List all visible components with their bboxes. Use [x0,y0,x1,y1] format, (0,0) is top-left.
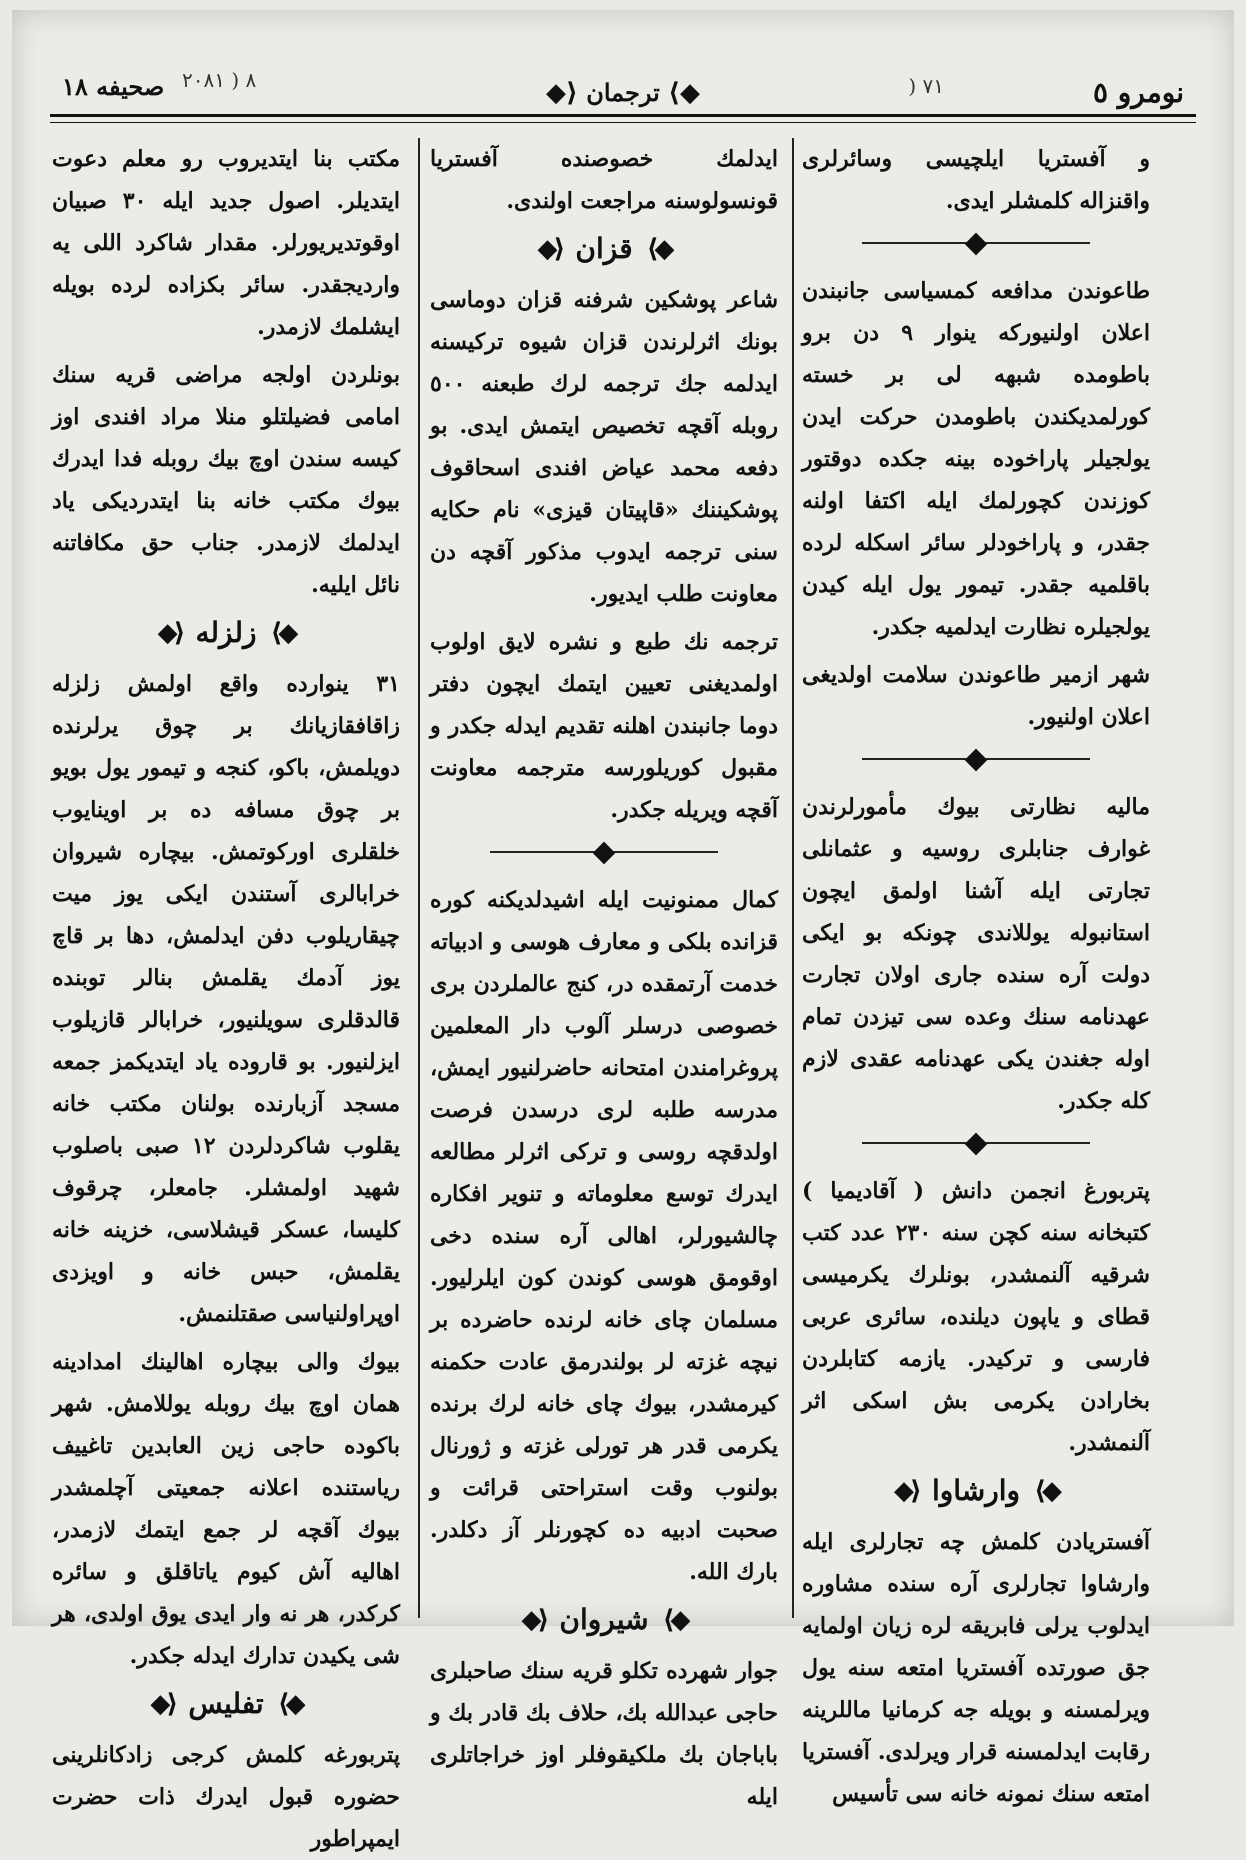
article-paragraph: آفستريادن كلمش چه تجارلرى ايله وارشاوا تجارلرى آره سنده مشاوره ايدلوب يرلى فابريقه لره زيان اولمايه جق صورتده آفستريا امتعه سنه يول ويرلمسنه و بويله جه كرمانيا ماللرينه رقابت ايدلمسنه قرار ويرلدى. آفستريا امتعه سنك نمونه خانه سى تأسيس [802,1529,1150,1807]
section-heading-text: شيروان [559,1603,649,1636]
column-divider [418,138,420,1618]
article-paragraph: و آفستريا ايلچيسى وسائرلرى واقنزاله كلمشلر ايدى. [802,146,1150,214]
heading-ornament-icon: ⟨◆ [537,233,562,264]
diamond-ornament-icon [593,842,616,865]
newspaper-page [12,10,1234,1852]
article-paragraph: كمال ممنونيت ايله اشيدلديكنه كوره قزانده بلكى و معارف هوسى و ادبياته خدمت آرتمقده در، كنج عالملردن برى خصوصى درسلر آلوب دار المعلمين پروغرامندن امتحانه حاضرلنيور ايمش، مدرسه طلبه لرى درسدن فرصت اولدقچه روسى و تركى اثرلر مطالعه ايدرك توسع معلوماته و تنوير افكاره چالشيورلر، اهالى آره سنده دخى اوقومق هوسى كوندن كون ايلرليور. مسلمان چاى خانه لرنده حاضرده بر نيچه غزته لر بولندرمق عادت حكمنه كيرمشدر، بيوك چاى خانه لرك برنده يكرمى قدر هر تورلى غزته و ژورنال بولنوب وقت استراحتى قرائت و صحبت ادبيه ده كچورنلر آز دكلدر. بارك الله. [430,887,778,1585]
article-paragraph: ٣١ ينوارده واقع اولمش زلزله زاقافقازيانك بر چوق يرلرنده دويلمش، باكو، كنجه و تيمور يول بويو بر چوق مسافه ده بر اوينايوب خلقلرى اوركوتمش. بيچاره شيروان خرابالرى آستندن ايكى يوز ميت چيقاريلوب دفن ايدلمش، دها بر قاچ يوز آدمك يقلمش بنالر توبنده قالدقلرى سويلنيور، خرابالر قازيلوب ايزلنيور. بو قاروده ياد ايتديكمز جمعه مسجد آزبارنده بولنان مكتب خانه يقلوب شاكردلردن ١٢ صبى باصلوب شهيد اولمشلر. جامعلر، چرقوف كليسا، عسكر قيشلاسى، خزينه خانه يقلمش، حبس خانه و اويزدى اوپراولنياسى صقتلنمش. [52,671,400,1327]
issue-number: نومرو ٥ [1092,76,1184,109]
header-rule-thin [50,122,1196,123]
article-paragraph: شاعر پوشكين شرفنه قزان دوماسى بونك اثرلرندن قزان شيوه تركيسنه ايدلمه جك ترجمه لرك طبعنه ٥٠٠ روبله آقچه تخصيص ايتمش ايدى. بو دفعه محمد عياض افندى اسحاقوف پوشكيننك «قاپيتان قيزى» نام حكايه سنى ترجمه ايدوب مذكور آقچه دن معاونت طلب ايديور. [430,287,778,607]
section-separator [802,1130,1150,1154]
heading-ornament-icon: ◆⟩ [662,1604,687,1635]
header-date-right: ٧١ ( [908,74,944,98]
column-middle [430,138,778,1810]
title-text: ترجمان [586,78,660,107]
article-paragraph: طاعوندن مدافعه كمسياسى جانبندن اعلان اولنيوركه ينوار ٩ دن برو باطومده شبهه لى بر خسته كورلمديكندن باطومدن حركت ايدن يولجيلر پاراخوده بينه جكده دوقتور كوزندن كچورلمك ايله اكتفا اولنه جقدر، و پاراخودلر سائر اسكله لرده باقلميه جقدر. تيمور يول ايله كيدن يولجيلره نظارت ايدلميه جكدر. [802,278,1150,640]
heading-ornament-icon: ⟨◆ [894,1475,918,1506]
section-heading-text: زلزله [195,616,257,649]
header-rule [50,114,1196,117]
section-heading [802,1474,1150,1507]
diamond-ornament-icon [965,749,988,772]
section-separator [430,839,778,863]
article-paragraph: بونلردن اولجه مراضى قريه سنك امامى فضيلتلو منلا مراد افندى اوز كيسه سندن اوچ بيك روبله فدا ايدرك بيوك مكتب خانه بنا ايتدرديكى ياد ايدلمك لازمدر. جناب حق مكافاتنه نائل ايليه. [52,362,400,598]
section-heading-text: وارشاوا [931,1474,1021,1507]
column-left [52,138,400,1852]
heading-ornament-icon: ◆⟩ [1034,1475,1058,1506]
article-paragraph: شهر ازمير طاعوندن سلامت اولديغى اعلان اولنيور. [802,662,1150,730]
article-paragraph: بيوك والى بيچاره اهالينك امدادينه همان اوچ بيك روبله يوللامش. شهر باكوده حاجى زين العابدين تاغييف رياستنده اعلانه جمعيتى آچلمشدر بيوك آقچه لر جمع ايتمك لازمدر، اهاليه آش كيوم ياتاقلق و سائره كركدر، هر نه وار ايدى يوق اولدى، هر شى يكيدن تدارك ايدله جكدر. [52,1349,400,1669]
section-separator [802,230,1150,254]
column-right [802,138,1150,1807]
heading-ornament-icon: ⟨◆ [150,1688,175,1719]
page-number: صحيفه ١٨ [62,72,165,101]
article-paragraph: پتربورغ انجمن دانش ( آقاديميا ) كتبخانه سنه كچن سنه ٢٣٠ عدد كتب شرقيه آلنمشدر، بونلرك يكرميسى قطاى و ياپون ديلنده، سائرى عربى فارسى و تركيدر. يازمه كتابلردن بخارادن يكرمى بش اسكى اثر آلنمشدر. [802,1178,1150,1456]
heading-ornament-icon: ◆⟩ [270,617,295,648]
diamond-ornament-icon [965,233,988,256]
article-paragraph: پتربورغه كلمش كرجى زادكانلرينى حضوره قبول ايدرك ذات حضرت ايمپراطور [52,1742,400,1852]
heading-ornament-icon: ⟨◆ [521,1604,546,1635]
page-header [42,58,1204,118]
section-heading [52,1687,400,1720]
diamond-ornament-icon [965,1133,988,1156]
article-paragraph: مكتب بنا ايتديروب رو معلم دعوت ايتديلر. اصول جديد ايله ٣٠ صبيان اوقوتديريورلر. مقدار شاكرد اللى يه وارديجقدر. سائر بكزاده لرده بويله ايشلمك لازمدر. [52,146,400,340]
article-paragraph: ماليه نظارتى بيوك مأمورلرندن غوارف جنابلرى روسيه و عثمانلى تجارتى ايله آشنا اولمق ايچون استانبوله يوللاندى چونكه بو ايكى دولت آره سنده جارى اولان تجارت عهدنامه سنك وعده سى تيزدن تمام اوله جغندن يكى عهدنامه عقدى لازم كله جكدر. [802,794,1150,1114]
column-divider [792,138,794,1618]
heading-ornament-icon: ⟨◆ [157,617,182,648]
article-paragraph: ايدلمك خصوصنده آفستريا قونسولوسنه مراجعت اولندى. [430,146,778,214]
section-heading [430,1603,778,1636]
header-date-left: ٨ ( ٢٠٨١ [182,68,257,92]
article-paragraph: ترجمه نك طبع و نشره لايق اولوب اولمديغنى تعيين ايتمك ايچون دفتر دوما جانبندن اهلنه تقديم ايدله جكدر و مقبول كوريلورسه مترجمه معاونت آقچه ويريله جكدر. [430,629,778,823]
heading-ornament-icon: ◆⟩ [277,1688,302,1719]
section-heading-text: قزان [575,232,633,265]
title-ornament-icon: ⟨◆ [545,78,578,108]
title-ornament-icon: ◆⟩ [668,78,701,108]
heading-ornament-icon: ◆⟩ [646,233,671,264]
section-separator [802,746,1150,770]
section-heading [52,616,400,649]
section-heading-text: تفليس [188,1687,264,1720]
section-heading [430,232,778,265]
article-paragraph: جوار شهرده تكلو قريه سنك صاحبلرى حاجى عبدالله بك، حلاف بك قادر بك و باباجان بك ملكيقوفلر اوز خراجاتلرى ايله [430,1658,778,1810]
